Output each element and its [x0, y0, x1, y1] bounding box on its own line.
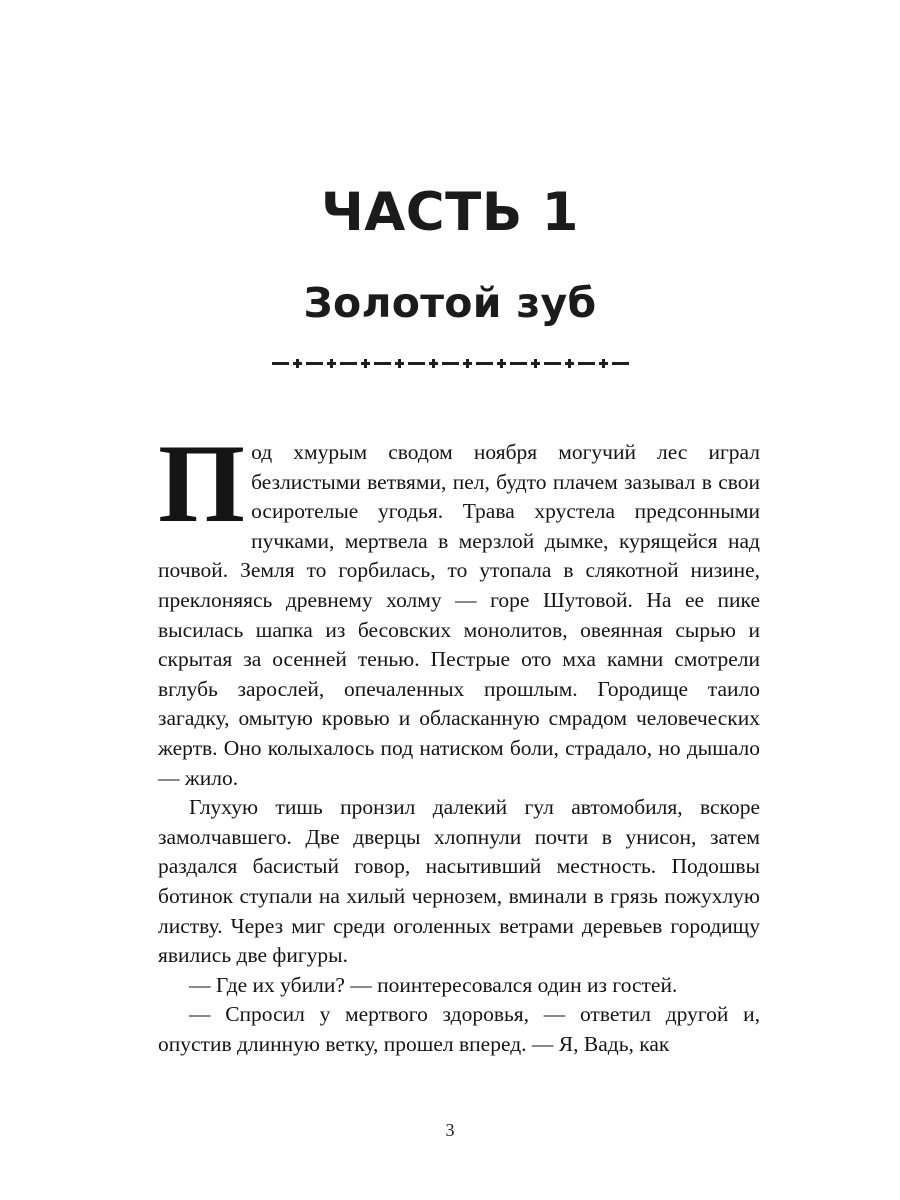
ornament-cross-icon	[293, 359, 302, 368]
page-number: 3	[445, 1120, 455, 1140]
ornament-dash-icon	[340, 362, 357, 365]
body-text-column	[158, 422, 760, 1059]
ornament-dash-icon	[408, 362, 425, 365]
ornament-divider	[0, 352, 900, 374]
ornament-dash-icon	[272, 362, 289, 365]
ornament-cross-icon	[531, 359, 540, 368]
ornament-dash-icon	[306, 362, 323, 365]
ornament-dash-icon	[442, 362, 459, 365]
ornament-cross-icon	[497, 359, 506, 368]
paragraph-dialogue-1	[158, 971, 760, 1001]
paragraph-text: — Где их убили? — поинтересовался один из гостей.	[189, 972, 678, 997]
ornament-dash-icon	[374, 362, 391, 365]
ornament-dash-icon	[578, 362, 595, 365]
ornament-dash-icon	[612, 362, 629, 365]
chapter-subtitle: Золотой зуб	[303, 279, 597, 327]
part-heading-block	[0, 182, 900, 327]
ornament-cross-icon	[429, 359, 438, 368]
paragraph-dialogue-2	[158, 1000, 760, 1059]
paragraph-text: од хмурым сводом ноября могучий лес играл безлистыми ветвями, пел, будто плачем зазывал в свои осиротелые угодья. Трава хрустела предсонными пучками, мертвела в мерзлой дымке, курящейся над почвой. Земля то горбилась, то утопала в слякотной низине, преклоняясь древнему холму — горе Шутовой. На ее пике высилась шапка из бесовских монолитов, овеянная сырью и скрытая за осенней тенью. Пестрые ото мха камни смотрели вглубь зарослей, опечаленных прошлым. Городище таило загадку, омытую кровью и обласканную смрадом человеческих жертв. Оно колыхалось под натиском боли, страдало, но дышало — жило.	[158, 440, 760, 790]
paragraph-text: Глухую тишь пронзил далекий гул автомобиля, вскоре замолчавшего. Две дверцы хлопнули почти в унисон, затем раздался басистый говор, насытивший местность. Подошвы ботинок ступали на хилый чернозем, вминали в грязь пожухлую листву. Через миг среди оголенных ветрами деревьев городищу явились две фигуры.	[158, 795, 760, 968]
ornament-cross-icon	[395, 359, 404, 368]
ornament-dash-icon	[510, 362, 527, 365]
drop-cap: П	[158, 422, 246, 546]
paragraph-2	[158, 793, 760, 971]
page-title: ЧАСТЬ 1	[320, 182, 580, 243]
ornament-cross-icon	[599, 359, 608, 368]
ornament-cross-icon	[463, 359, 472, 368]
paragraph-text: — Спросил у мертвого здоровья, — ответил другой и, опустив длинную ветку, прошел вперед. — Я, Вадь, как	[158, 1002, 760, 1056]
ornament-dash-icon	[544, 362, 561, 365]
ornament-cross-icon	[327, 359, 336, 368]
paragraph-opening	[158, 422, 760, 793]
ornament-dash-icon	[476, 362, 493, 365]
ornament-cross-icon	[565, 359, 574, 368]
ornament-cross-icon	[361, 359, 370, 368]
